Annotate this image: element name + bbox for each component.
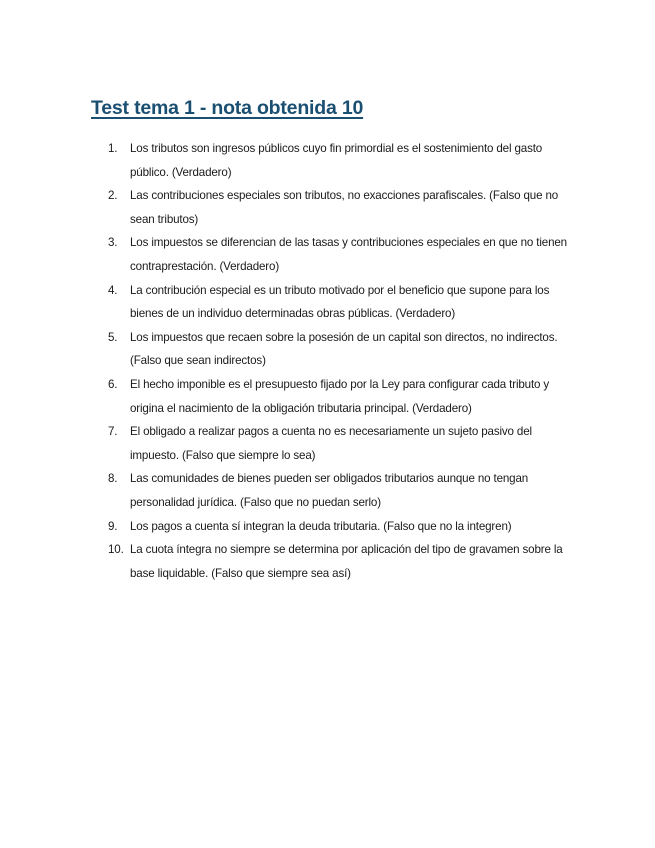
list-item [108, 137, 568, 184]
list-item [108, 538, 568, 585]
item-text: Los pagos a cuenta sí integran la deuda tributaria. (Falso que no la integren) [130, 519, 512, 533]
item-text: El obligado a realizar pagos a cuenta no es necesariamente un sujeto pasivo del impuesto. (Falso que siempre lo sea) [130, 425, 532, 462]
list-item [108, 420, 568, 467]
item-number: 5. [108, 330, 118, 344]
item-number: 6. [108, 377, 118, 391]
item-text: Los tributos son ingresos públicos cuyo fin primordial es el sostenimiento del gasto público. (Verdadero) [130, 142, 543, 179]
list-item [108, 279, 568, 326]
list-item [108, 231, 568, 278]
item-number: 1. [108, 142, 118, 155]
item-text: La contribución especial es un tributo motivado por el beneficio que supone para los bienes de un individuo determinadas obras públicas. (Verdadero) [130, 283, 550, 321]
item-number: 8. [108, 472, 118, 486]
item-number: 3. [108, 236, 118, 250]
item-number: 2. [108, 189, 118, 203]
list-item [108, 326, 568, 373]
document-title: Test tema 1 - nota obtenida 10 [91, 97, 364, 119]
item-text: Las contribuciones especiales son tributos, no exacciones parafiscales. (Falso que no sean tributos) [130, 189, 559, 226]
item-text: La cuota íntegra no siempre se determina por aplicación del tipo de gravamen sobre la base liquidable. (Falso que siempre sea así) [130, 543, 563, 580]
item-text: El hecho imponible es el presupuesto fijado por la Ley para configurar cada tributo y origina el nacimiento de la obligación tributaria principal. (Verdadero) [130, 377, 550, 415]
item-text: Los impuestos se diferencian de las tasas y contribuciones especiales en que no tienen contraprestación. (Verdadero) [130, 236, 567, 273]
list-item [108, 373, 568, 420]
item-number: 4. [108, 283, 118, 297]
item-number: 9. [108, 519, 118, 533]
item-number: 7. [108, 425, 118, 439]
item-text: Los impuestos que recaen sobre la posesión de un capital son directos, no indirectos. (Falso que sean indirectos) [130, 330, 558, 368]
list-item [108, 515, 568, 539]
item-number: 10. [108, 543, 124, 557]
list-item [108, 467, 568, 514]
item-text: Las comunidades de bienes pueden ser obligados tributarios aunque no tengan personalidad jurídica. (Falso que no puedan serlo) [130, 472, 529, 509]
list-item [108, 184, 568, 231]
question-list [108, 137, 568, 585]
